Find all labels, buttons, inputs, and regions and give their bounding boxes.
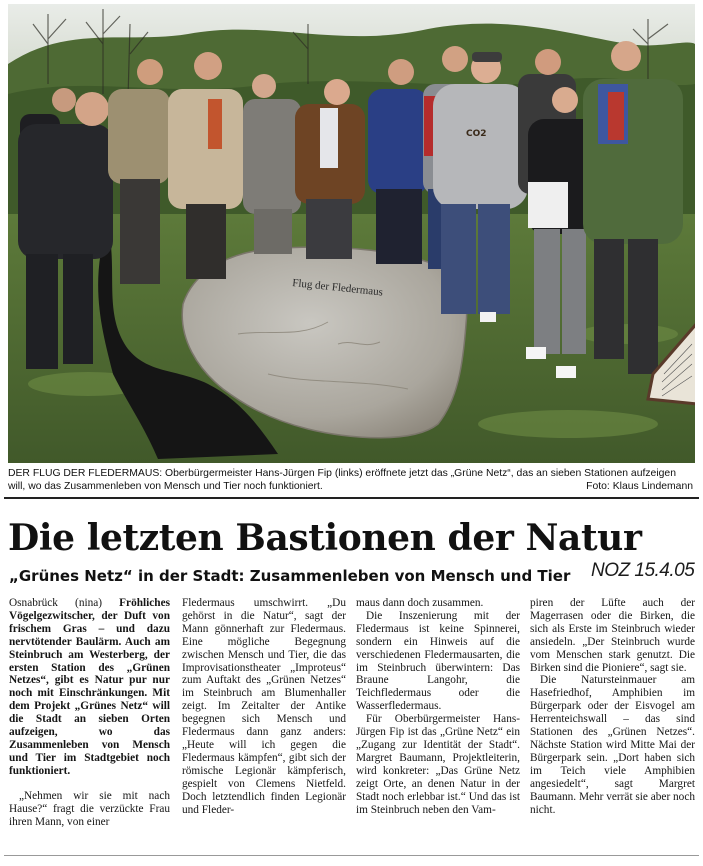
article-lead [9, 597, 170, 778]
paragraph: Für Oberbürgermeister Hans-Jürgen Fip ist das „Grüne Netz“ ein „Zugang zur Identität der Stadt“. Margret Baumann, Projektleiterin, wird konkreter: „Das Grüne Netz zeigt Orte, an denen Natur in der Stadt noch erlebbar ist.“ Und das ist im Steinbruch neben den Vam- [356, 713, 520, 816]
dateline: Osnabrück (nina) [9, 597, 103, 609]
photo-credit: Foto: Klaus Lindemann [586, 481, 693, 492]
paragraph: piren der Lüfte auch der Magerrasen oder die Birken, die sich als Erste im Steinbruch wieder ansiedeln. „Der Steinbruch wurde vom Menschen stark genutzt. Die Birken sind die Pioniere“, sagt sie. [530, 597, 695, 674]
lead-text: Fröhliches Vögelgezwitscher, der Duft von frischem Gras – und dazu nervtötender Baulärm. Auch am Steinbruch am Westerberg, der ersten Station des „Grünen Netzes“, gibt es Natur pur nur noch mit Einschränkungen. Mit dem Projekt „Grünes Netz“ will die Stadt an sieben Orten aufzeigen, wo das Zusammenleben von Mensch und Tier im Stadtgebiet noch funktioniert. [9, 597, 170, 777]
paragraph: „Nehmen wir sie mit nach Hause?“ fragt die verzückte Frau ihren Mann, von einer [9, 789, 170, 828]
photo-caption [8, 467, 695, 493]
caption-text: Oberbürgermeister Hans-Jürgen Fip (links) eröffnete jetzt das „Grüne Netz“, das an sieben Stationen aufzeigen will, wo das Zusammenleben von Mensch und Tier noch funktioniert. [8, 468, 676, 492]
bottom-rule [4, 855, 699, 856]
paragraph: Die Inszenierung mit der Fledermaus ist keine Spinnerei, sondern ein Hinweis auf die verschiedenen Fledermausarten, die im Steinbruch überwintern: Das Braune Langohr, die Teichfledermaus oder die Wasserfledermaus. [356, 609, 520, 713]
paragraph: Fledermaus umschwirrt. „Du gehörst in die Natur“, sagt der Mann gönnerhaft zur Fledermaus. Eine mögliche Begegnung zwischen Mensch und Tier, die das Improvisationstheater „Improteus“ zum Auftakt des „Grünen Netzes“ im Steinbruch am Blumenhaller zeigt. Im Zeitalter der Antike begegnen sich Mensch und Fledermaus dann ganz anders: „Heute will ich gegen die Fledermaus kämpfen“, gibt sich der römische Legionär kämpferisch, gespielt von Clemens Nietfeld. Doch letztendlich finden Legionär und Fleder- [182, 597, 346, 816]
section-rule [4, 497, 699, 499]
article-headline: Die letzten Bastionen der Natur [8, 517, 642, 559]
paragraph: maus dann doch zusammen. [356, 597, 484, 609]
article-column-3 [356, 597, 520, 816]
photo-illustration [8, 4, 695, 463]
article-column-2 [182, 597, 346, 816]
paragraph: Die Natursteinmauer am Hasefriedhof, Amphibien im Bürgerpark oder der Eisvogel am Herrenteichswall – das sind Stationen des „Grünen Netzes“. Nächste Station wird Mitte Mai der Bürgerpark sein. „Dort haben sich im Teich viele Amphibien angesiedelt“, sagt Margret Baumann. Mehr verrät sie aber noch nicht. [530, 674, 695, 816]
hoodie-print: CO2 [466, 129, 487, 139]
press-photo [8, 4, 695, 463]
handwritten-date-note: NOZ 15.4.05 [591, 560, 695, 581]
article-column-1 [9, 597, 170, 828]
article-subheadline: „Grünes Netz“ in der Stadt: Zusammenleben von Mensch und Tier [9, 567, 571, 585]
caption-heading: DER FLUG DER FLEDERMAUS: [8, 468, 163, 479]
stone-inscription: Flug der Fledermaus [291, 277, 384, 299]
article-column-4 [530, 597, 695, 816]
